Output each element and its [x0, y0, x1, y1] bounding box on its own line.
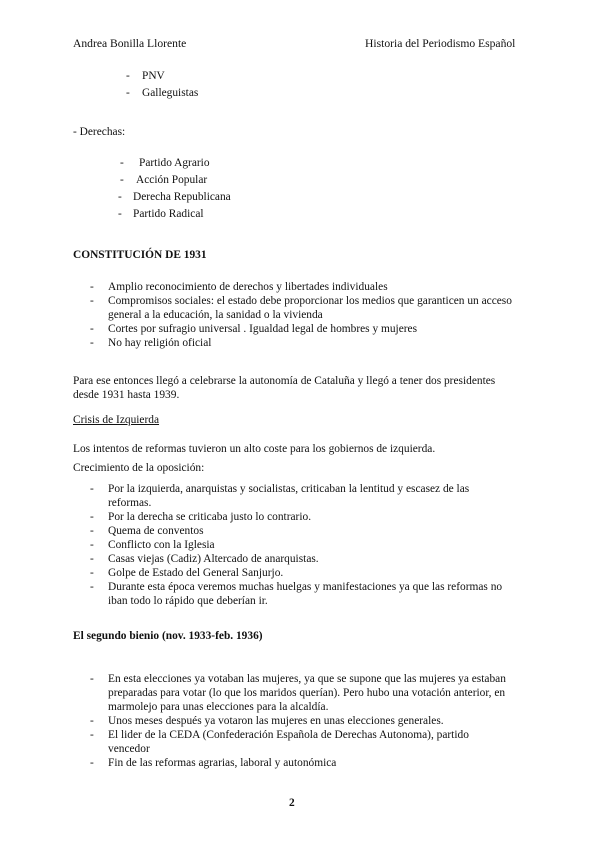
- list-item: - Galleguistas: [126, 87, 199, 99]
- list-item: - Quema de conventos: [90, 525, 204, 537]
- list-item: - Cortes por sufragio universal . Igualdad legal de hombres y mujeres: [90, 323, 418, 335]
- bienio-list: [90, 672, 510, 770]
- list-item: - Golpe de Estado del General Sanjurjo.: [90, 567, 284, 579]
- list-item: - En esta elecciones ya votaban las mujeres, ya que se supone que las mujeres ya estaban preparadas para votar (lo que los maridos querían). Pero hubo una votación anterior, en marmolejo para unas elecciones para la alcaldía.: [90, 673, 506, 713]
- header-subject: Historia del Periodismo Español: [365, 37, 516, 50]
- list-item: - Durante esta época veremos muchas huelgas y manifestaciones ya que las reformas no iban todo lo rápido que deberían ir.: [90, 581, 503, 607]
- crisis-subheading: Crecimiento de la oposición:: [73, 462, 205, 474]
- list-item: - Por la derecha se criticaba justo lo contrario.: [90, 511, 312, 523]
- page-number: 2: [289, 797, 295, 809]
- list-item: - Amplio reconocimiento de derechos y libertades individuales: [90, 281, 388, 293]
- constitucion-paragraph: Para ese entonces llegó a celebrarse la autonomía de Cataluña y llegó a tener dos presidentes desde 1931 hasta 1939.: [73, 375, 496, 401]
- constitucion-list: [90, 280, 520, 350]
- list-item: - Unos meses después ya votaron las mujeres en unas elecciones generales.: [90, 715, 444, 727]
- list-item: - Partido Radical: [118, 208, 204, 220]
- list-item: - Acción Popular: [120, 174, 208, 186]
- list-item: - Por la izquierda, anarquistas y socialistas, criticaban la lentitud y escasez de las reformas.: [90, 483, 470, 509]
- crisis-intro: Los intentos de reformas tuvieron un alto coste para los gobiernos de izquierda.: [73, 443, 436, 455]
- list-item: - Derecha Republicana: [118, 191, 231, 203]
- header-author: Andrea Bonilla Llorente: [73, 37, 187, 50]
- list-item: - PNV: [126, 70, 165, 82]
- constitucion-heading: CONSTITUCIÓN DE 1931: [73, 249, 207, 261]
- list-item: - El lider de la CEDA (Confederación Española de Derechas Autonoma), partido vencedor: [90, 729, 469, 755]
- list-item: - Partido Agrario: [120, 157, 210, 169]
- bienio-heading: El segundo bienio (nov. 1933-feb. 1936): [73, 630, 263, 642]
- list-item: - Conflicto con la Iglesia: [90, 539, 215, 551]
- list-item: - Casas viejas (Cadiz) Altercado de anarquistas.: [90, 553, 319, 565]
- crisis-list: [90, 482, 515, 608]
- derechas-list: [120, 155, 231, 223]
- list-item: - Fin de las reformas agrarias, laboral y autonómica: [90, 757, 337, 769]
- list-item: - Compromisos sociales: el estado debe proporcionar los medios que garanticen un acceso general a la educación, la sanidad o la vivienda: [90, 295, 512, 321]
- nationalist-list: [126, 68, 198, 102]
- crisis-heading: Crisis de Izquierda: [73, 414, 160, 426]
- derechas-label: - Derechas:: [73, 126, 126, 138]
- list-item: - No hay religión oficial: [90, 337, 212, 349]
